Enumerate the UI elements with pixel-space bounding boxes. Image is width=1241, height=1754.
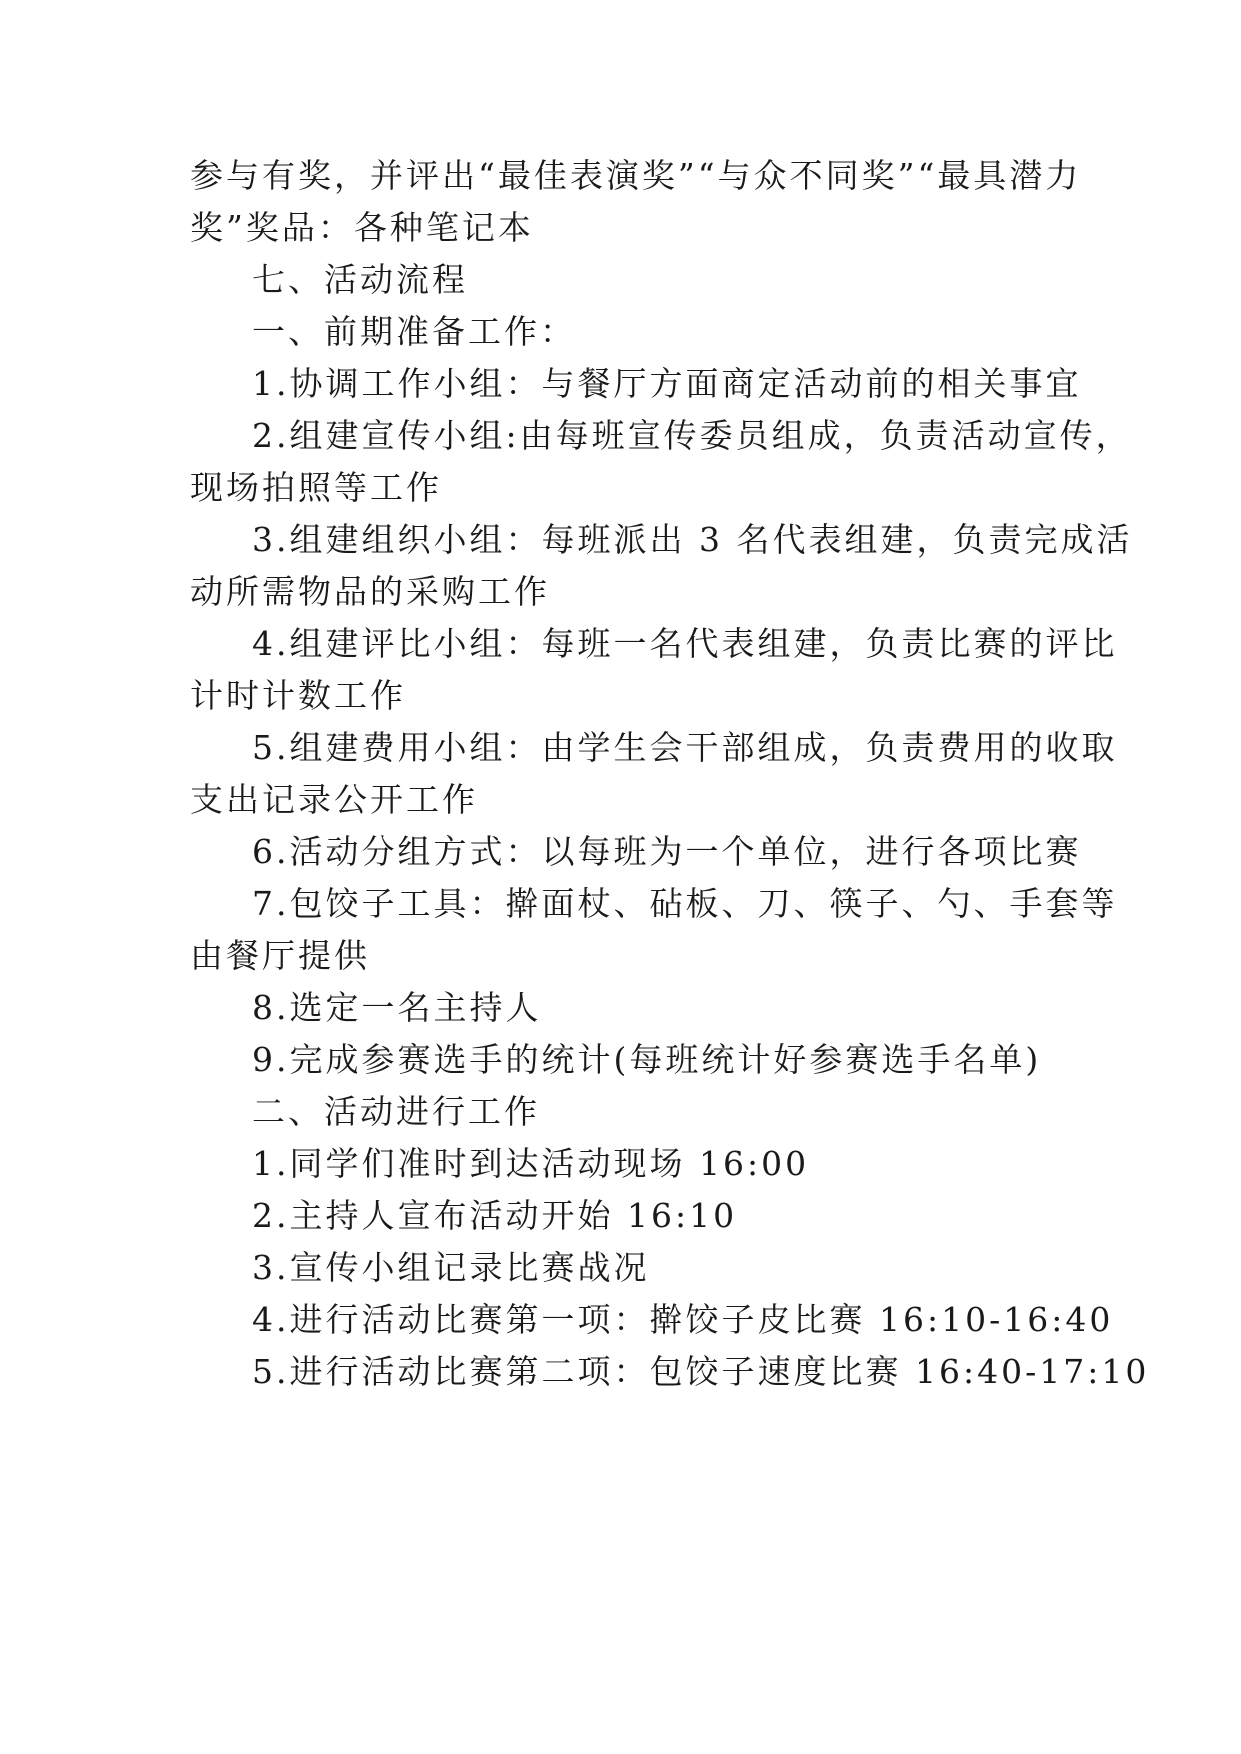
list-item-continuation: 由餐厅提供 xyxy=(190,936,370,975)
list-item: 2.主持人宣布活动开始 16:10 xyxy=(252,1196,738,1235)
subsection-heading: 一、前期准备工作： xyxy=(252,312,576,351)
list-item: 3.组建组织小组：每班派出 3 名代表组建，负责完成活 xyxy=(252,520,1133,559)
list-item-continuation: 支出记录公开工作 xyxy=(190,780,478,819)
list-item: 7.包饺子工具：擀面杖、砧板、刀、筷子、勺、手套等 xyxy=(252,884,1118,923)
list-item: 8.选定一名主持人 xyxy=(252,988,542,1027)
list-item: 2.组建宣传小组:由每班宣传委员组成，负责活动宣传， xyxy=(252,416,1132,455)
list-item: 5.进行活动比赛第二项：包饺子速度比赛 16:40-17:10 xyxy=(252,1352,1150,1391)
list-item: 5.组建费用小组：由学生会干部组成，负责费用的收取 xyxy=(252,728,1118,767)
list-item: 4.组建评比小组：每班一名代表组建，负责比赛的评比 xyxy=(252,624,1118,663)
paragraph-line: 奖”奖品：各种笔记本 xyxy=(190,208,534,247)
list-item-continuation: 动所需物品的采购工作 xyxy=(190,572,550,611)
list-item: 4.进行活动比赛第一项：擀饺子皮比赛 16:10-16:40 xyxy=(252,1300,1114,1339)
list-item-continuation: 计时计数工作 xyxy=(190,676,406,715)
list-item: 6.活动分组方式：以每班为一个单位，进行各项比赛 xyxy=(252,832,1082,871)
section-heading: 七、活动流程 xyxy=(252,260,468,299)
list-item: 9.完成参赛选手的统计(每班统计好参赛选手名单) xyxy=(252,1040,1042,1079)
paragraph-line: 参与有奖，并评出“最佳表演奖”“与众不同奖”“最具潜力 xyxy=(190,156,1082,195)
list-item: 1.协调工作小组：与餐厅方面商定活动前的相关事宜 xyxy=(252,364,1082,403)
subsection-heading: 二、活动进行工作 xyxy=(252,1092,540,1131)
list-item: 1.同学们准时到达活动现场 16:00 xyxy=(252,1144,810,1183)
list-item: 3.宣传小组记录比赛战况 xyxy=(252,1248,650,1287)
list-item-continuation: 现场拍照等工作 xyxy=(190,468,442,507)
